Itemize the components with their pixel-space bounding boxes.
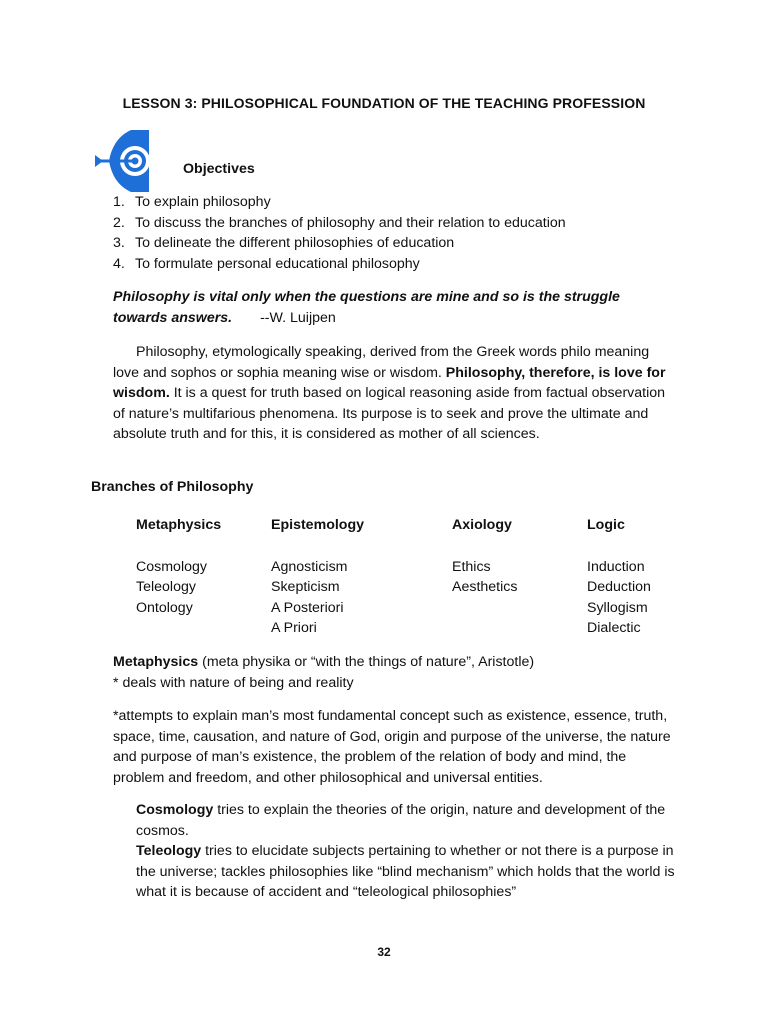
lesson-title: LESSON 3: PHILOSOPHICAL FOUNDATION OF THE TEACHING PROFESSION — [122, 95, 646, 111]
branches-table — [0, 515, 768, 645]
branch-column-logic: Logic Induction Deduction Syllogism Dialectic — [587, 515, 651, 639]
list-item: Ontology — [136, 599, 193, 616]
list-item: Dialectic — [587, 620, 641, 637]
list-item: Teleology — [136, 579, 196, 596]
list-item: 3. To delineate the different philosophies of education — [113, 235, 455, 252]
target-arrow-icon — [93, 128, 153, 194]
branches-heading: Branches of Philosophy — [91, 479, 254, 495]
objectives-heading: Objectives — [183, 161, 255, 177]
list-item: Agnosticism — [271, 558, 348, 575]
list-item: Aesthetics — [452, 579, 518, 596]
definition-emphasis: Philosophy, therefore, is love for wisdom. — [113, 364, 666, 402]
teleology-definition: Teleology tries to elucidate subjects pertaining to whether or not there is a purpose in the universe; tackles philosophies like “blind mechanism” which holds that the world is what it is because of accident and “teleological philosophies” — [136, 843, 675, 901]
list-item: A Priori — [271, 620, 317, 637]
list-item: A Posteriori — [271, 599, 344, 616]
list-item: 1. To explain philosophy — [113, 194, 271, 210]
objectives-list — [113, 192, 566, 274]
branch-column-epistemology: Epistemology Agnosticism Skepticism A Posteriori A Priori — [271, 515, 364, 639]
intro-paragraph: Philosophy, etymologically speaking, derived from the Greek words philo meaning love and sophos or sophia meaning wise or wisdom. Philosophy, therefore, is love for wisdom. It is a quest for truth based on logical reasoning aside from factual observation of nature’s multifarious phenomena. Its purpose is to seek and prove the ultimate and absolute truth and for this, it is considered as mother of all sciences. — [113, 344, 666, 443]
cosmology-definition: Cosmology tries to explain the theories of the origin, nature and development of the cosmos. — [136, 802, 666, 839]
branch-column-metaphysics: Metaphysics Cosmology Teleology Ontology — [136, 515, 221, 618]
list-item: Deduction — [587, 579, 651, 596]
list-item: Induction — [587, 558, 645, 575]
metaphysics-term: Metaphysics — [113, 654, 199, 670]
list-item: Ethics — [452, 558, 491, 575]
metaphysics-attempts: *attempts to explain man’s most fundamental concept such as existence, essence, truth, space, time, causation, and nature of God, origin and purpose of the universe, the nature and purpose of man’s existence, the problem of the relation of body and mind, the problem and freedom, and other philosophical and universal entities. — [113, 708, 671, 786]
metaphysics-deals: * deals with nature of being and reality — [113, 674, 354, 691]
page-number: 32 — [377, 945, 391, 959]
branch-column-axiology: Axiology Ethics Aesthetics — [452, 515, 517, 598]
list-item: Syllogism — [587, 599, 648, 616]
metaphysics-definition: Metaphysics (meta physika or “with the things of nature”, Aristotle) * deals with nature of being and reality — [113, 652, 673, 693]
quote-author: --W. Luijpen — [260, 309, 336, 326]
list-item: 4. To formulate personal educational philosophy — [113, 255, 420, 272]
list-item: Cosmology — [136, 558, 207, 575]
list-item: Skepticism — [271, 579, 340, 596]
list-item: 2. To discuss the branches of philosophy and their relation to education — [113, 214, 566, 231]
quote-text: Philosophy is vital only when the questions are mine and so is the struggle towards answers. — [113, 289, 620, 326]
subbranch-definitions — [136, 800, 681, 903]
epigraph-quote — [113, 287, 658, 328]
